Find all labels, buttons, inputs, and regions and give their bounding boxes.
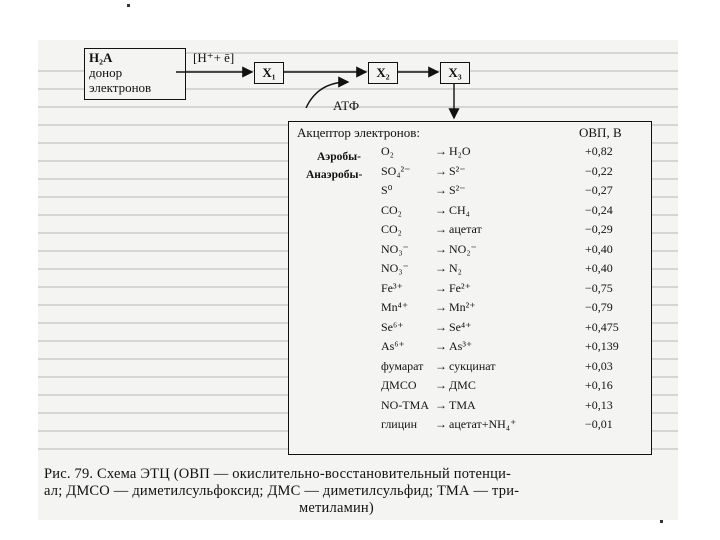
header-redox: ОВП, В [579, 125, 622, 140]
reduced-form: сукцинат [449, 358, 496, 373]
donor-label: донор [89, 65, 123, 80]
reduction-arrow: → [435, 202, 447, 217]
acceptor-row [289, 300, 651, 318]
caption-line-2: ал; ДМСО — диметилсульфоксид; ДМС — диметилсульфид; ТМА — три- [44, 483, 520, 499]
figure-caption [44, 466, 684, 517]
redox-value: −0,22 [585, 163, 613, 178]
speck [660, 520, 663, 523]
redox-value: +0,139 [585, 339, 619, 353]
anaerobes-label: Анаэробы- [306, 169, 363, 181]
redox-value: +0,82 [585, 144, 613, 158]
header-acceptor: Акцептор электронов: [297, 125, 420, 140]
reduction-arrow: → [435, 378, 447, 392]
redox-value: +0,16 [585, 378, 613, 392]
oxidized-form: S⁰ [381, 183, 393, 197]
x3-box: X₃ [440, 62, 470, 84]
acceptor-row [289, 222, 651, 240]
donor-box [84, 48, 186, 100]
donor-formula: H₂A [89, 50, 113, 65]
x1-box: X₁ [254, 62, 284, 84]
acceptor-row [289, 378, 651, 396]
redox-value: −0,01 [585, 417, 613, 431]
table-header [289, 125, 651, 143]
acceptor-row [289, 398, 651, 416]
acceptor-row [289, 359, 651, 377]
reduced-form: S²⁻ [449, 183, 466, 197]
reduction-arrow: → [435, 280, 447, 295]
reduced-form: Fe²⁺ [449, 280, 471, 295]
acceptor-row [289, 320, 651, 338]
redox-value: +0,03 [585, 358, 613, 373]
reduction-arrow: → [435, 397, 447, 412]
acceptor-row [289, 183, 651, 201]
reduction-arrow: → [435, 163, 447, 178]
reduced-form: ДМС [449, 378, 476, 392]
reduced-form: H₂O [449, 144, 471, 158]
acceptor-row [289, 339, 651, 357]
reduction-arrow: → [435, 261, 447, 275]
oxidized-form: Mn⁴⁺ [381, 300, 409, 314]
speck [127, 4, 130, 7]
reduction-arrow: → [435, 241, 447, 256]
reduced-form: Se⁴⁺ [449, 319, 472, 334]
redox-value: +0,475 [585, 319, 619, 334]
reduction-arrow: → [435, 417, 447, 431]
acceptor-row [289, 261, 651, 279]
reduced-form: CH₄ [449, 202, 470, 217]
aerobes-label: Аэробы- [317, 151, 361, 163]
acceptor-row [289, 281, 651, 299]
redox-value: −0,75 [585, 280, 613, 295]
oxidized-form: NO-TMA [381, 397, 429, 412]
redox-value: +0,13 [585, 397, 613, 412]
oxidized-form: As⁶⁺ [381, 339, 405, 353]
reduced-form: As³⁺ [449, 339, 473, 353]
reduction-arrow: → [435, 300, 447, 314]
redox-value: −0,79 [585, 300, 613, 314]
reduction-arrow: → [435, 358, 447, 373]
reduced-form: TMA [449, 397, 476, 412]
acceptor-row [289, 417, 651, 435]
oxidized-form: CO₂ [381, 202, 402, 217]
caption-line-1: Рис. 79. Схема ЭТЦ (ОВП — окислительно-восстановительный потенци- [44, 466, 512, 482]
reduction-arrow: → [435, 339, 447, 353]
oxidized-form: NO₃⁻ [381, 241, 409, 256]
proton-electron-label: [H⁺+ ē] [193, 50, 235, 65]
redox-value: +0,40 [585, 241, 613, 256]
oxidized-form: O₂ [381, 144, 394, 158]
redox-value: −0,29 [585, 222, 613, 236]
oxidized-form: фумарат [381, 358, 424, 373]
redox-value: +0,40 [585, 261, 613, 275]
reduced-form: ацетат+NH₄⁺ [449, 417, 517, 431]
oxidized-form: Fe³⁺ [381, 280, 403, 295]
reduced-form: Mn²⁺ [449, 300, 476, 314]
reduced-form: NO₂⁻ [449, 241, 477, 256]
oxidized-form: SO₄²⁻ [381, 163, 411, 178]
caption-line-3: метиламин) [299, 500, 374, 516]
reduced-form: N₂ [449, 261, 462, 275]
reduction-arrow: → [435, 144, 447, 158]
acceptor-row [289, 242, 651, 260]
redox-value: −0,24 [585, 202, 613, 217]
reduction-arrow: → [435, 222, 447, 236]
reduction-arrow: → [435, 319, 447, 334]
oxidized-form: NO₃⁻ [381, 261, 409, 275]
oxidized-form: ДМСО [381, 378, 417, 392]
oxidized-form: CO₂ [381, 222, 402, 236]
reduction-arrow: → [435, 183, 447, 197]
x2-box: X₂ [368, 62, 398, 84]
oxidized-form: Se⁶⁺ [381, 319, 404, 334]
reduced-form: S²⁻ [449, 163, 466, 178]
reduced-form: ацетат [449, 222, 482, 236]
donor-label-2: электронов [89, 80, 152, 95]
atp-label: АТФ [333, 98, 360, 113]
oxidized-form: глицин [381, 417, 417, 431]
redox-value: −0,27 [585, 183, 613, 197]
acceptor-row [289, 203, 651, 221]
